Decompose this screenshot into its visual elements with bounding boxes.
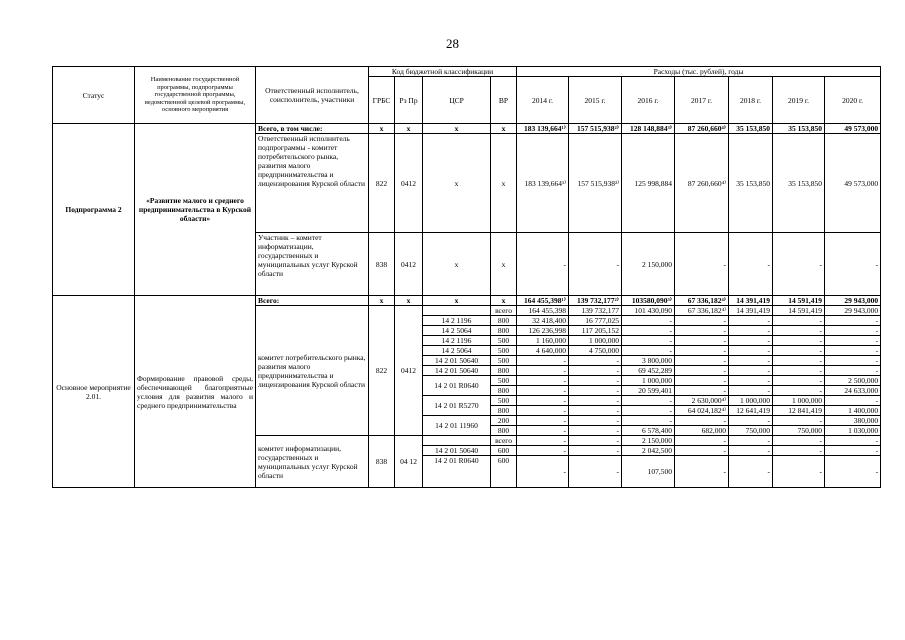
value-cell: 14 391,419 — [729, 296, 773, 306]
vr-cell: 500 — [491, 376, 517, 386]
value-cell: 1 030,000 — [825, 426, 881, 436]
value-cell: - — [622, 326, 675, 336]
value-cell: 128 148,884³⁾ — [622, 124, 675, 134]
value-cell: 380,000 — [825, 416, 881, 426]
grbs-cell: 822 — [369, 306, 395, 436]
csr-cell: х — [423, 296, 491, 306]
value-cell: 4 750,000 — [569, 346, 622, 356]
executor-cell: Ответственный исполнитель подпрограммы - комитет потребительского рынка, развития малого предпринимательства и лицензирования Курской области — [256, 134, 369, 233]
value-cell: 69 452,289 — [622, 366, 675, 376]
csr-cell: 14 2 01 50640 — [423, 446, 491, 456]
vr-cell: х — [491, 233, 517, 296]
value-cell: - — [675, 346, 729, 356]
value-cell: 2 042,500 — [622, 446, 675, 456]
value-cell: - — [729, 346, 773, 356]
vr-cell: 500 — [491, 336, 517, 346]
csr-cell: х — [423, 124, 491, 134]
value-cell: - — [825, 336, 881, 346]
value-cell: - — [773, 356, 825, 366]
value-cell: - — [773, 316, 825, 326]
value-cell: - — [517, 396, 569, 406]
value-cell: - — [675, 436, 729, 446]
csr-cell: 14 2 01 50640 — [423, 366, 491, 376]
grbs-cell: х — [369, 124, 395, 134]
rzpr-cell: 0412 — [395, 306, 423, 436]
value-cell: 12 841,419 — [773, 406, 825, 416]
grbs-cell: х — [369, 296, 395, 306]
value-cell: - — [773, 386, 825, 396]
value-cell: - — [517, 426, 569, 436]
header-status: Статус — [53, 67, 135, 124]
value-cell: 157 515,938²⁾ — [569, 124, 622, 134]
header-csr: ЦСР — [423, 77, 491, 124]
vr-cell: х — [491, 134, 517, 233]
value-cell: 35 153,850 — [729, 134, 773, 233]
value-cell: - — [569, 233, 622, 296]
value-cell: - — [729, 316, 773, 326]
value-cell: - — [675, 446, 729, 456]
value-cell: - — [517, 456, 569, 488]
value-cell: - — [569, 436, 622, 446]
value-cell: - — [729, 336, 773, 346]
value-cell: - — [569, 416, 622, 426]
value-cell: - — [517, 376, 569, 386]
value-cell: 87 260,660⁴⁾ — [675, 124, 729, 134]
value-cell: - — [517, 356, 569, 366]
value-cell: - — [773, 436, 825, 446]
value-cell: - — [729, 233, 773, 296]
csr-cell: 14 2 01 11960 — [423, 416, 491, 436]
value-cell: - — [773, 376, 825, 386]
table-row — [53, 296, 881, 306]
value-cell: 750,000 — [773, 426, 825, 436]
value-cell: - — [825, 346, 881, 356]
value-cell: 29 943,000 — [825, 306, 881, 316]
value-cell: - — [825, 436, 881, 446]
value-cell: 12 641,419 — [729, 406, 773, 416]
value-cell: 87 260,660⁴⁾ — [675, 134, 729, 233]
value-cell: - — [675, 456, 729, 488]
value-cell: - — [622, 416, 675, 426]
rzpr-cell: 0412 — [395, 134, 423, 233]
csr-cell: 14 2 5064 — [423, 346, 491, 356]
csr-cell: 14 2 5064 — [423, 326, 491, 336]
value-cell: 14 591,419 — [773, 296, 825, 306]
value-cell: 3 800,000 — [622, 356, 675, 366]
header-year: 2015 г. — [569, 77, 622, 124]
value-cell: - — [569, 406, 622, 416]
header-year: 2019 г. — [773, 77, 825, 124]
value-cell: - — [569, 376, 622, 386]
vr-cell: х — [491, 296, 517, 306]
value-cell: - — [825, 446, 881, 456]
value-cell: - — [825, 396, 881, 406]
value-cell: - — [773, 233, 825, 296]
vr-cell: 800 — [491, 326, 517, 336]
value-cell: 64 024,182⁴⁾ — [675, 406, 729, 416]
vr-cell: 500 — [491, 346, 517, 356]
value-cell: - — [729, 436, 773, 446]
value-cell: - — [675, 356, 729, 366]
csr-cell: 14 2 01 R5270 — [423, 396, 491, 416]
value-cell: - — [773, 336, 825, 346]
value-cell: 1 400,000 — [825, 406, 881, 416]
value-cell: 103580,090³⁾ — [622, 296, 675, 306]
value-cell: - — [675, 376, 729, 386]
vr-cell: 500 — [491, 396, 517, 406]
value-cell: - — [729, 356, 773, 366]
csr-cell: 14 2 01 R0640 — [423, 376, 491, 396]
executor-cell: Всего: — [256, 296, 369, 306]
value-cell: - — [517, 386, 569, 396]
header-year: 2020 г. — [825, 77, 881, 124]
value-cell: 67 336,182⁴⁾ — [675, 306, 729, 316]
value-cell: - — [825, 456, 881, 488]
value-cell: 682,000 — [675, 426, 729, 436]
value-cell: - — [622, 346, 675, 356]
value-cell: 183 139,664¹⁾ — [517, 134, 569, 233]
value-cell: - — [729, 376, 773, 386]
value-cell: 183 139,664¹⁾ — [517, 124, 569, 134]
value-cell: - — [569, 446, 622, 456]
value-cell: 2 150,000 — [622, 436, 675, 446]
csr-cell: 14 2 1196 — [423, 316, 491, 326]
value-cell: - — [675, 316, 729, 326]
rzpr-cell: 04 12 — [395, 436, 423, 488]
value-cell: - — [773, 456, 825, 488]
value-cell: 20 599,401 — [622, 386, 675, 396]
value-cell: - — [773, 346, 825, 356]
value-cell: 139 732,177 — [569, 306, 622, 316]
value-cell: 6 578,400 — [622, 426, 675, 436]
value-cell: 1 000,000 — [773, 396, 825, 406]
value-cell: - — [622, 396, 675, 406]
value-cell: - — [569, 356, 622, 366]
csr-cell: 14 2 1196 — [423, 336, 491, 346]
value-cell: - — [517, 366, 569, 376]
value-cell: - — [569, 456, 622, 488]
value-cell: - — [675, 386, 729, 396]
csr-cell: 14 2 01 R0640 — [423, 456, 491, 488]
value-cell: - — [675, 326, 729, 336]
value-cell: 2 500,000 — [825, 376, 881, 386]
header-vr: ВР — [491, 77, 517, 124]
csr-cell — [423, 306, 491, 316]
value-cell: 101 430,090 — [622, 306, 675, 316]
value-cell: - — [773, 326, 825, 336]
value-cell: - — [517, 436, 569, 446]
vr-cell: х — [491, 124, 517, 134]
value-cell: - — [729, 366, 773, 376]
vr-cell: 800 — [491, 426, 517, 436]
value-cell: - — [675, 336, 729, 346]
csr-cell — [423, 436, 491, 446]
value-cell: 24 633,000 — [825, 386, 881, 396]
header-year: 2017 г. — [675, 77, 729, 124]
vr-cell: 600 — [491, 446, 517, 456]
value-cell: - — [675, 233, 729, 296]
status-cell: Подпрограмма 2 — [53, 124, 135, 296]
value-cell: 2 630,000⁴⁾ — [675, 396, 729, 406]
header-year: 2018 г. — [729, 77, 773, 124]
vr-cell: 800 — [491, 366, 517, 376]
name-cell: Формирование правовой среды, обеспечивающей благоприятные условия для развития малого и среднего предпринимательства — [135, 296, 256, 488]
value-cell: 14 591,419 — [773, 306, 825, 316]
value-cell: - — [773, 416, 825, 426]
vr-cell: 800 — [491, 386, 517, 396]
value-cell: - — [517, 446, 569, 456]
value-cell: 14 391,419 — [729, 306, 773, 316]
value-cell: - — [622, 316, 675, 326]
value-cell: - — [569, 396, 622, 406]
executor-cell: комитет потребительского рынка, развития малого предпринимательства и лицензирования Курской области — [256, 306, 369, 436]
header-year: 2016 г. — [622, 77, 675, 124]
csr-cell: х — [423, 233, 491, 296]
rzpr-cell: х — [395, 124, 423, 134]
value-cell: 125 998,884 — [622, 134, 675, 233]
vr-cell: 800 — [491, 316, 517, 326]
executor-cell: комитет информатизации, государственных и муниципальных услуг Курской области — [256, 436, 369, 488]
header-executor: Ответственный исполнитель, соисполнитель, участники — [256, 67, 369, 124]
vr-cell: 500 — [491, 356, 517, 366]
csr-cell: х — [423, 134, 491, 233]
value-cell: 35 153,850 — [773, 134, 825, 233]
value-cell: - — [622, 336, 675, 346]
value-cell: 750,000 — [729, 426, 773, 436]
header-expenses: Расходы (тыс. рублей), годы — [517, 67, 881, 77]
value-cell: 107,500 — [622, 456, 675, 488]
value-cell: - — [517, 416, 569, 426]
value-cell: 164 455,398 — [517, 306, 569, 316]
value-cell: - — [729, 446, 773, 456]
header-grbs: ГРБС — [369, 77, 395, 124]
value-cell: 1 000,000 — [622, 376, 675, 386]
vr-cell: всего — [491, 306, 517, 316]
vr-cell: 800 — [491, 406, 517, 416]
value-cell: - — [517, 406, 569, 416]
value-cell: - — [622, 406, 675, 416]
page-number: 28 — [446, 36, 459, 51]
value-cell: 126 236,998 — [517, 326, 569, 336]
value-cell: 32 418,400 — [517, 316, 569, 326]
grbs-cell: 838 — [369, 436, 395, 488]
value-cell: 49 573,000 — [825, 134, 881, 233]
header-name: Наименование государственной программы, подпрограммы государственной программы, ведомственной целевой программы, основного мероприятия — [135, 67, 256, 124]
value-cell: - — [729, 416, 773, 426]
value-cell: 67 336,182⁴⁾ — [675, 296, 729, 306]
value-cell: - — [825, 366, 881, 376]
header-kbk: Код бюджетной классификации — [369, 67, 517, 77]
vr-cell: 600 — [491, 456, 517, 488]
value-cell: 1 000,000 — [569, 336, 622, 346]
vr-cell: 200 — [491, 416, 517, 426]
csr-cell: 14 2 01 50640 — [423, 356, 491, 366]
value-cell: - — [825, 326, 881, 336]
value-cell: 16 777,025 — [569, 316, 622, 326]
header-year: 2014 г. — [517, 77, 569, 124]
grbs-cell: 838 — [369, 233, 395, 296]
header-rzpr: Рз Пр — [395, 77, 423, 124]
value-cell: 35 153,850 — [773, 124, 825, 134]
status-cell: Основное мероприятие 2.01. — [53, 296, 135, 488]
value-cell: - — [569, 366, 622, 376]
value-cell: - — [773, 446, 825, 456]
value-cell: 1 160,000 — [517, 336, 569, 346]
value-cell: 29 943,000 — [825, 296, 881, 306]
value-cell: - — [825, 233, 881, 296]
name-cell: «Развитие малого и среднего предпринимательства в Курской области» — [135, 124, 256, 296]
value-cell: 139 732,177²⁾ — [569, 296, 622, 306]
budget-table — [52, 66, 881, 488]
value-cell: - — [729, 386, 773, 396]
value-cell: - — [517, 233, 569, 296]
value-cell: - — [569, 386, 622, 396]
value-cell: - — [675, 366, 729, 376]
rzpr-cell: 0412 — [395, 233, 423, 296]
value-cell: - — [729, 326, 773, 336]
executor-cell: Участник – комитет информатизации, государственных и муниципальных услуг Курской области — [256, 233, 369, 296]
value-cell: 157 515,938²⁾ — [569, 134, 622, 233]
rzpr-cell: х — [395, 296, 423, 306]
vr-cell: всего — [491, 436, 517, 446]
value-cell: - — [729, 456, 773, 488]
grbs-cell: 822 — [369, 134, 395, 233]
value-cell: 1 000,000 — [729, 396, 773, 406]
value-cell: 117 205,152 — [569, 326, 622, 336]
value-cell: 49 573,000 — [825, 124, 881, 134]
value-cell: - — [569, 426, 622, 436]
value-cell: 2 150,000 — [622, 233, 675, 296]
value-cell: - — [825, 316, 881, 326]
value-cell: 35 153,850 — [729, 124, 773, 134]
value-cell: 4 640,000 — [517, 346, 569, 356]
executor-cell: Всего, в том числе: — [256, 124, 369, 134]
table-row — [53, 124, 881, 134]
value-cell: 164 455,398¹⁾ — [517, 296, 569, 306]
value-cell: - — [675, 416, 729, 426]
value-cell: - — [825, 356, 881, 366]
value-cell: - — [773, 366, 825, 376]
